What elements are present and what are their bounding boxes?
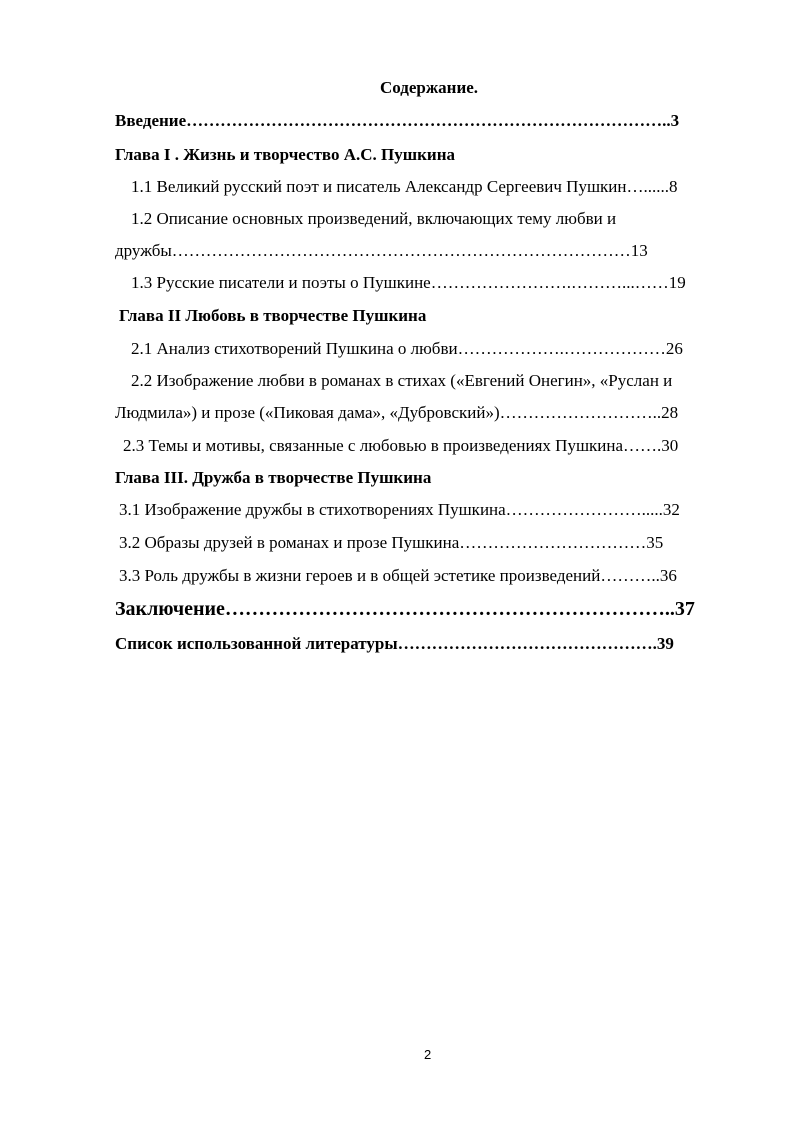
toc-entry-2-2: 2.2 Изображение любви в романах в стихах («Евгений Онегин», «Руслан и <box>131 371 673 390</box>
toc-entry-2-2-cont: Людмила») и прозе («Пиковая дама», «Дубровский»)………………………..28 <box>115 403 679 422</box>
toc-entry-1-1: 1.1 Великий русский поэт и писатель Александр Сергеевич Пушкин…......8 <box>131 177 678 196</box>
toc-chapter-1: Глава I . Жизнь и творчество А.С. Пушкина <box>115 145 456 164</box>
toc-entry-1-3: 1.3 Русские писатели и поэты о Пушкине…………………….………...……19 <box>131 273 686 292</box>
toc-entry-3-2: 3.2 Образы друзей в романах и прозе Пушкина……………………………35 <box>119 533 664 552</box>
toc-entry-2-3: 2.3 Темы и мотивы, связанные с любовью в произведениях Пушкина…….30 <box>123 436 679 455</box>
toc-entry-1-2: 1.2 Описание основных произведений, включающих тему любви и <box>131 209 617 228</box>
toc-entry-2-1: 2.1 Анализ стихотворений Пушкина о любви……………….………………26 <box>131 339 683 358</box>
toc-title: Содержание. <box>379 78 479 97</box>
toc-entry-introduction: Введение…………………………………………………………………………..3 <box>115 111 680 130</box>
toc-entry-1-2-cont: дружбы………………………………………………………………………13 <box>115 241 648 260</box>
toc-entry-conclusion: Заключение…………………………………………………………..37 <box>115 598 695 620</box>
page-number: 2 <box>424 1047 432 1062</box>
toc-chapter-2: Глава II Любовь в творчестве Пушкина <box>119 306 427 325</box>
toc-chapter-3: Глава III. Дружба в творчестве Пушкина <box>115 468 432 487</box>
toc-entry-references: Список использованной литературы……………………………………….39 <box>115 634 674 653</box>
toc-entry-3-1: 3.1 Изображение дружбы в стихотворениях Пушкина…………………….....32 <box>119 500 680 519</box>
toc-entry-3-3: 3.3 Роль дружбы в жизни героев и в общей эстетике произведений………..36 <box>119 566 677 585</box>
